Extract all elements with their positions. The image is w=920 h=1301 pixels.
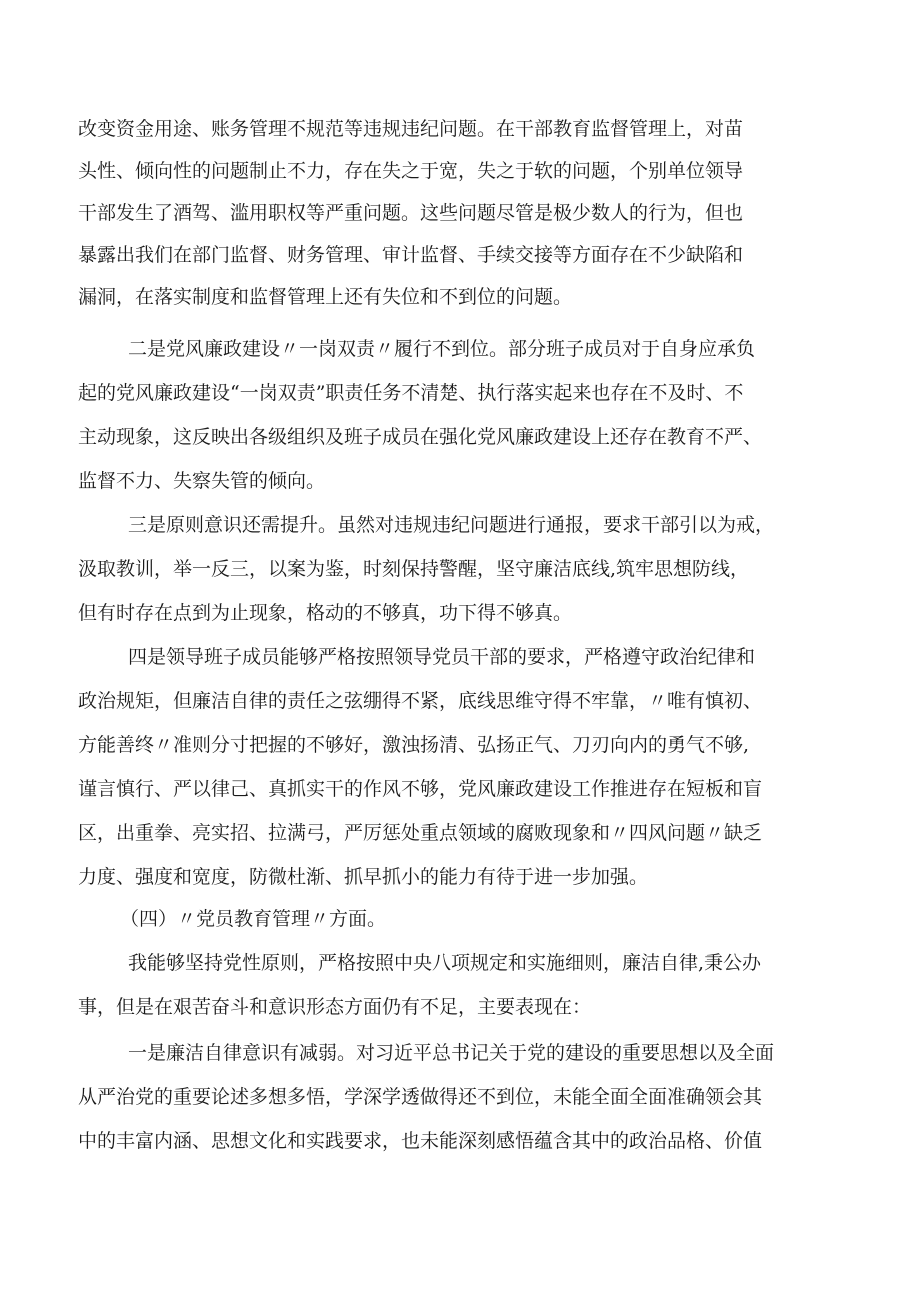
text-line: 一是廉洁自律意识有减弱。对习近平总书记关于党的建设的重要思想以及全面 — [128, 1042, 775, 1064]
text-line: 头性、倾向性的问题制止不力，存在失之于宽，失之于软的问题，个别单位领导 — [78, 160, 744, 182]
text-line: 二是党风廉政建设〃一岗双责〃履行不到位。部分班子成员对于自身应承负 — [128, 338, 756, 360]
text-line: 主动现象，这反映出各级组织及班子成员在强化党风廉政建设上还存在教育不严、 — [78, 426, 763, 448]
text-line: 谨言慎行、严以律己、真抓实干的作风不够，党风廉政建设工作推进存在短板和盲 — [78, 778, 763, 800]
text-line: 方能善终〃准则分寸把握的不够好，激浊扬清、弘扬正气、刀刃向内的勇气不够, — [78, 734, 750, 756]
section-heading: （四）〃党员教育管理〃方面。 — [120, 908, 387, 930]
text-line: 政治规矩，但廉洁自律的责任之弦绷得不紧，底线思维守得不牢靠，〃唯有慎初、 — [78, 690, 763, 712]
text-line: 从严治党的重要论述多想多悟，学深学透做得还不到位，未能全面全面准确领会其 — [78, 1086, 763, 1108]
text-line: 漏洞，在落实制度和监督管理上还有失位和不到位的问题。 — [78, 286, 573, 308]
text-line: 事，但是在艰苦奋斗和意识形态方面仍有不足，主要表现在： — [78, 996, 592, 1018]
text-line: 区，出重拳、亮实招、拉满弓，严厉惩处重点领域的腐败现象和〃四风问题〃缺乏 — [78, 822, 763, 844]
text-line: 起的党风廉政建设“一岗双责”职责任务不清楚、执行落实起来也存在不及时、不 — [78, 382, 744, 404]
text-line: 力度、强度和宽度，防微杜渐、抓早抓小的能力有待于进一步加强。 — [78, 866, 649, 888]
text-line: 我能够坚持党性原则，严格按照中央八项规定和实施细则，廉洁自律,秉公办 — [128, 952, 762, 974]
text-line: 监督不力、失察失管的倾向。 — [78, 470, 326, 492]
text-line: 改变资金用途、账务管理不规范等违规违纪问题。在干部教育监督管理上，对苗 — [78, 118, 744, 140]
text-line: 中的丰富内涵、思想文化和实践要求，也未能深刻感悟蕴含其中的政治品格、价值 — [78, 1130, 763, 1152]
text-line: 但有时存在点到为止现象，格动的不够真，功下得不够真。 — [78, 602, 573, 624]
text-line: 暴露出我们在部门监督、财务管理、审计监督、手续交接等方面存在不少缺陷和 — [78, 244, 744, 266]
text-line: 干部发生了酒驾、滥用职权等严重问题。这些问题尽管是极少数人的行为，但也 — [78, 202, 744, 224]
text-line: 四是领导班子成员能够严格按照领导党员干部的要求，严格遵守政治纪律和 — [128, 646, 756, 668]
text-line: 汲取教训，举一反三，以案为鉴，时刻保持警醒，坚守廉洁底线,筑牢思想防线， — [78, 558, 750, 580]
text-line: 三是原则意识还需提升。虽然对违规违纪问题进行通报，要求干部引以为戒， — [128, 514, 775, 536]
